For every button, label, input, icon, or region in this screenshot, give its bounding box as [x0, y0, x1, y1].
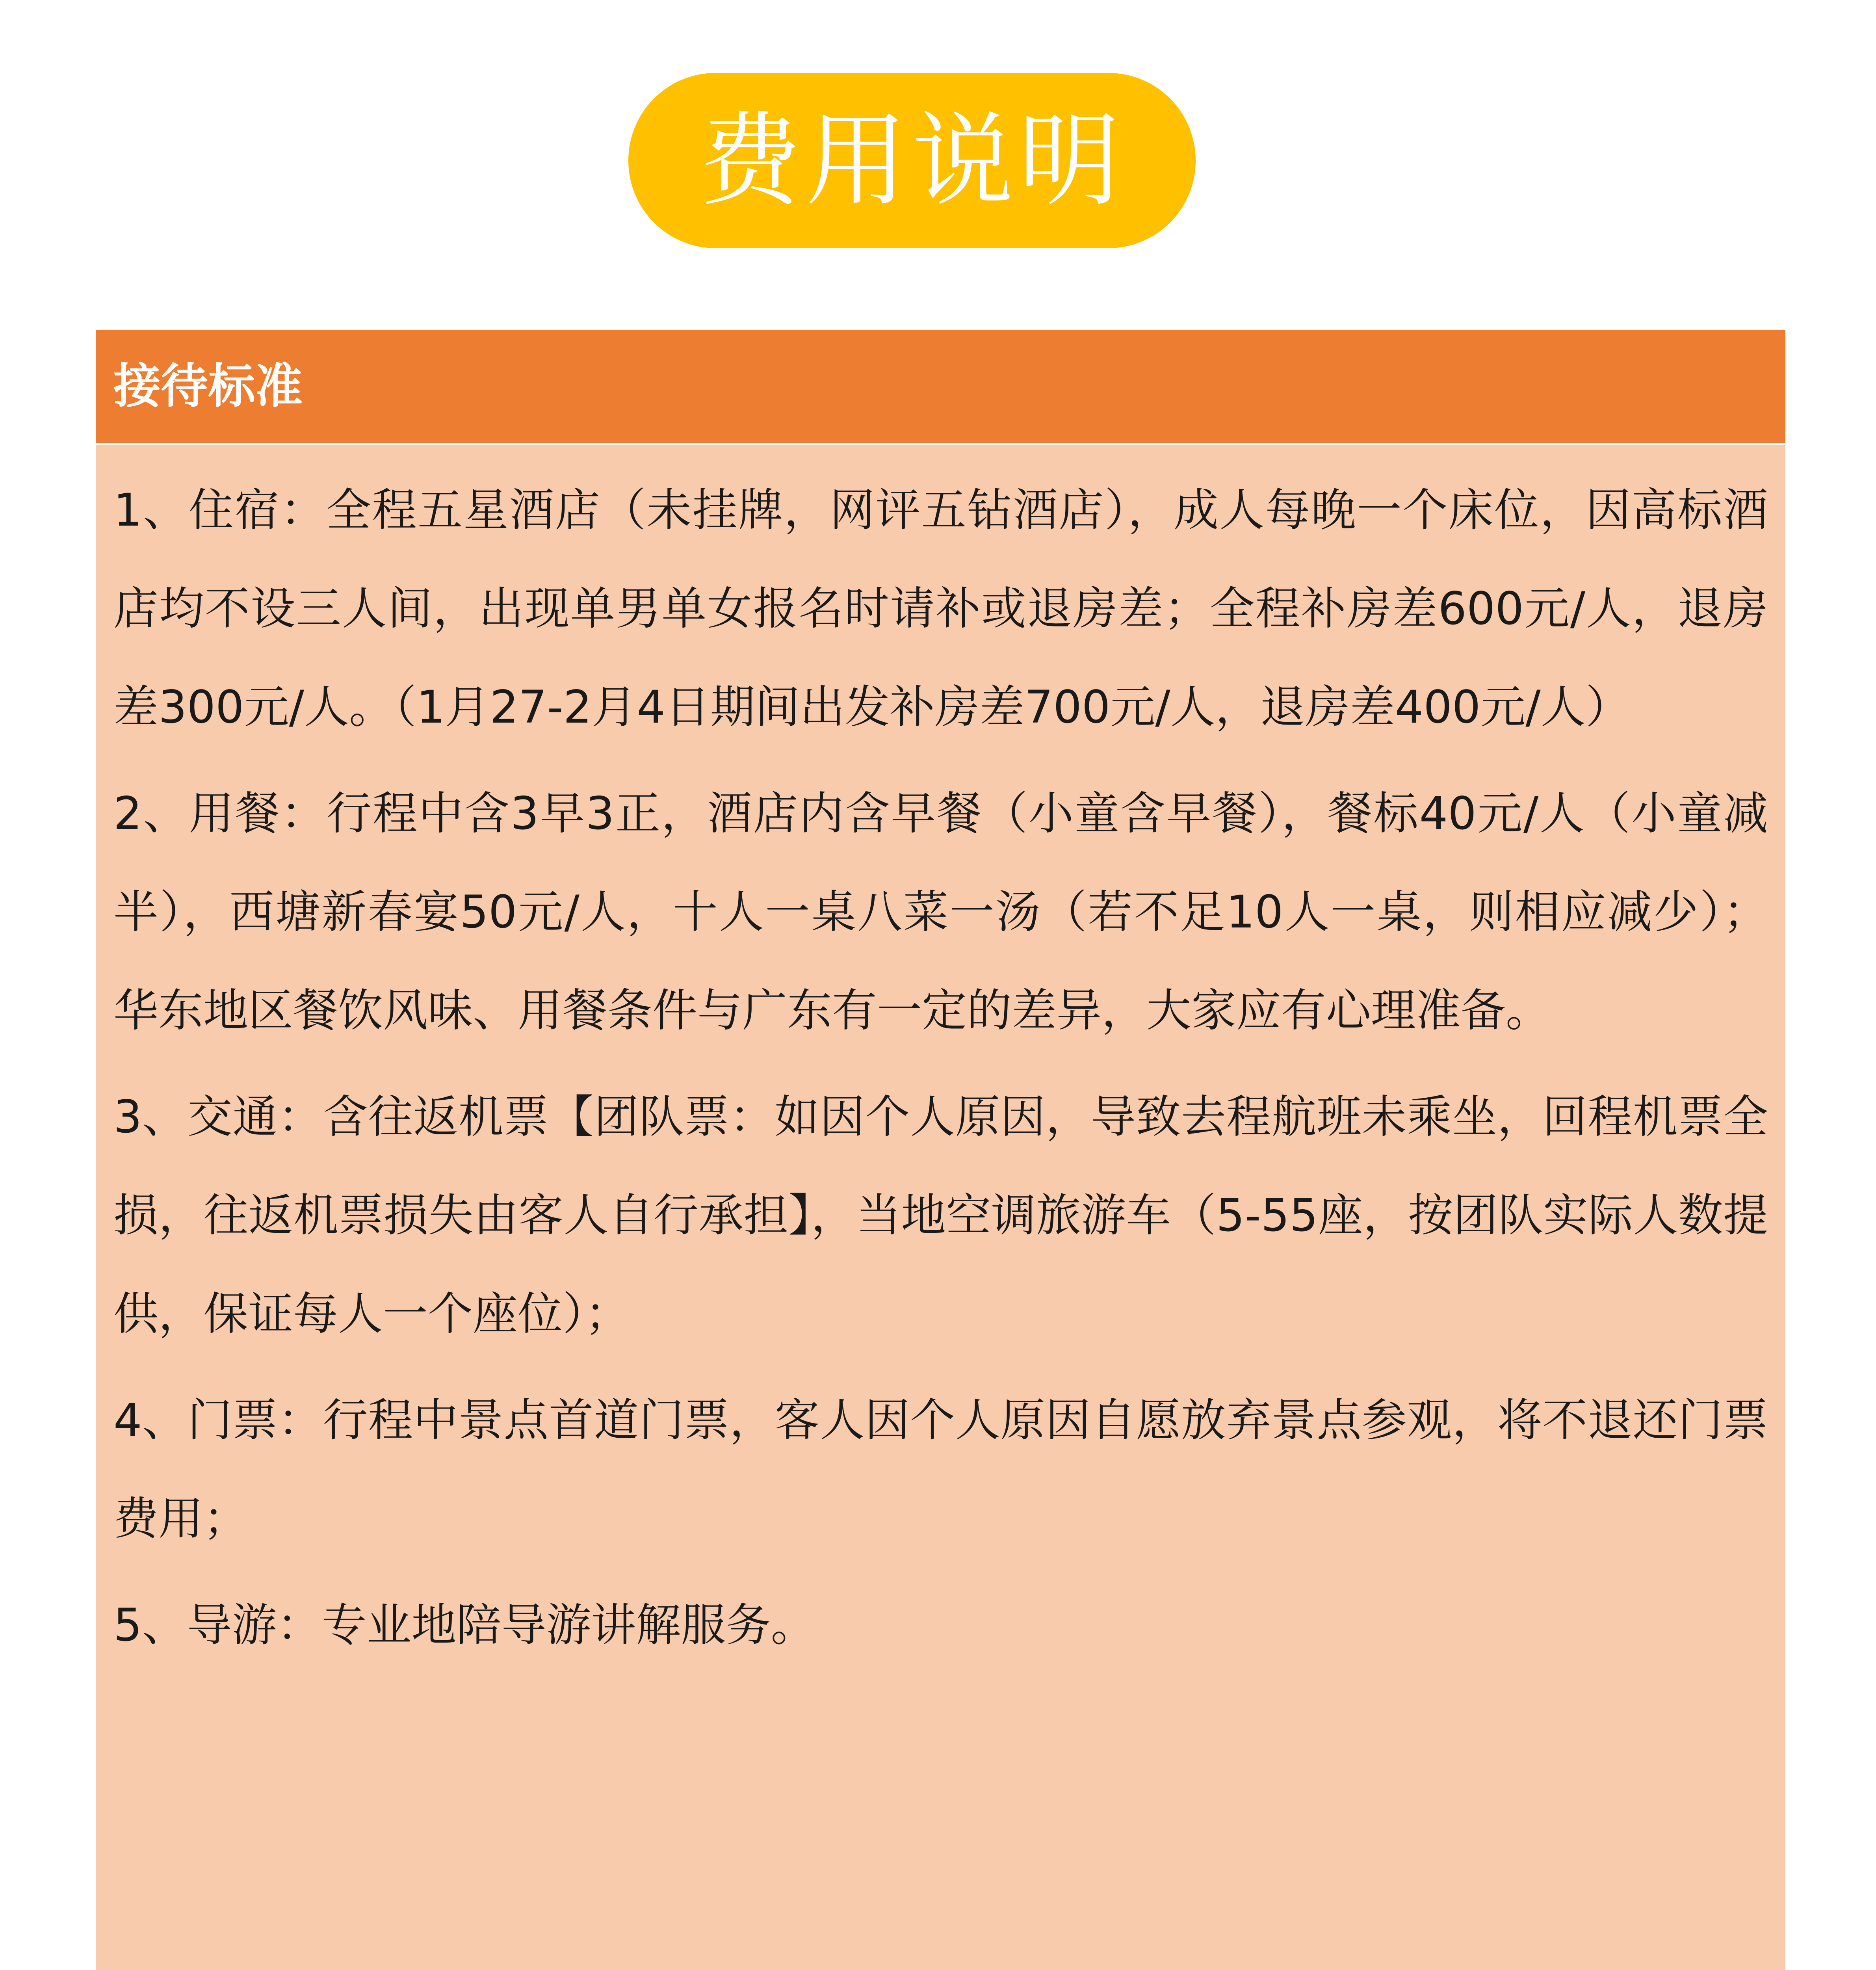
reception-item-tickets: 4、门票：行程中景点首道门票，客人因个人原因自愿放弃景点参观，将不退还门票费用；: [113, 1394, 1768, 1545]
table-header-reception: [96, 330, 1785, 445]
reception-item-transport: 3、交通：含往返机票【团队票：如因个人原因，导致去程航班未乘坐，回程机票全损，往返机票损失由客人自行承担】，当地空调旅游车（5-55座，按团队实际人数提供，保证每人一个座位）；: [113, 1091, 1768, 1340]
reception-item-meals: 2、用餐：行程中含3早3正，酒店内含早餐（小童含早餐），餐标40元/人（小童减半），西塘新春宴50元/人，十人一桌八菜一汤（若不足10人一桌，则相应减少）；华东地区餐饮风味、用餐条件与广东有一定的差异，大家应有心理准备。: [113, 787, 1768, 1037]
fee-table: [96, 330, 1785, 1970]
reception-item-accommodation: 1、住宿：全程五星酒店（未挂牌，网评五钻酒店），成人每晚一个床位，因高标酒店均不设三人间，出现单男单女报名时请补或退房差；全程补房差600元/人，退房差300元/人。（1月27-2月4日期间出发补房差700元/人，退房差400元/人）: [113, 484, 1768, 733]
reception-item-guide: 5、导游：专业地陪导游讲解服务。: [113, 1599, 816, 1651]
page-title: 费用说明: [699, 101, 1125, 220]
reception-cell: [96, 445, 1785, 1970]
title-badge: [628, 73, 1196, 248]
reception-header-label: 接待标准: [113, 359, 303, 414]
